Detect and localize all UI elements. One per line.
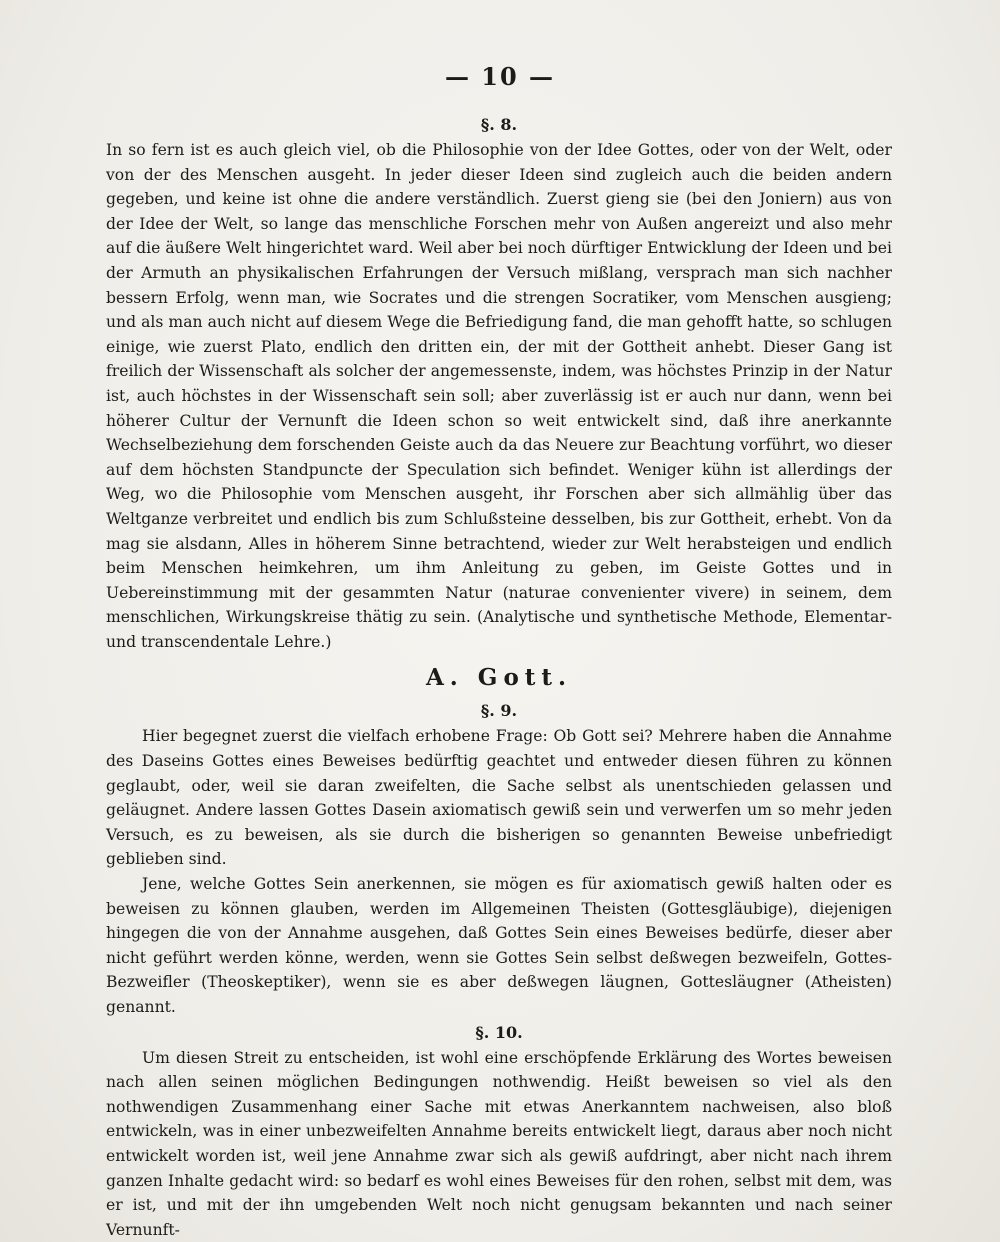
section-9: [106, 698, 892, 1019]
section-9-paragraph-2: Jene, welche Gottes Sein anerkennen, sie mögen es für axiomatisch gewiß halten oder es beweisen zu können glauben, werden im Allgemeinen Theisten (Gottesgläubige), diejenigen hingegen die von der Annahme ausgehen, daß Gottes Sein eines Beweises bedürfe, dieser aber nicht geführt werden könne, werden, wenn sie Gottes Sein selbst deßwegen bezweifeln, Gottes-Bezweifler (Theoskeptiker), wenn sie es aber deßwegen läugnen, Gottesläugner (Atheisten) genannt.: [106, 875, 892, 1016]
chapter-heading: A. Gott.: [425, 664, 573, 692]
section-10: [106, 1020, 892, 1242]
section-8-paragraph-1: In so fern ist es auch gleich viel, ob die Philosophie von der Idee Gottes, oder von der Welt, oder von der des Menschen ausgeht. In jeder dieser Ideen sind zugleich auch die beiden andern gegeben, und keine ist ohne die andere verständlich. Zuerst gieng sie (bei den Joniern) aus von der Idee der Welt, so lange das menschliche Forschen mehr von Außen angereizt und also mehr auf die äußere Welt hingerichtet ward. Weil aber bei noch dürftiger Entwicklung der Ideen und bei der Armuth an physikalischen Erfahrungen der Versuch mißlang, versprach man sich nachher bessern Erfolg, wenn man, wie Socrates und die strengen Socratiker, vom Menschen ausgieng; und als man auch nicht auf diesem Wege die Befriedigung fand, die man gehofft hatte, so schlugen einige, wie zuerst Plato, endlich den dritten ein, der mit der Gottheit anhebt. Dieser Gang ist freilich der Wissenschaft als solcher der angemessenste, indem, was höchstes Prinzip in der Natur ist, auch höchstes in der Wissenschaft sein soll; aber zuverlässig ist er auch nur dann, wenn bei höherer Cultur der Vernunft die Ideen schon so weit entwickelt sind, daß ihre anerkannte Wechselbeziehung dem forschenden Geiste auch da das Neuere zur Beachtung vorführt, wo dieser auf dem höchsten Standpuncte der Speculation sich befindet. Weniger kühn ist allerdings der Weg, wo die Philosophie vom Menschen ausgeht, ihr Forschen aber sich allmählig über das Weltganze verbreitet und endlich bis zum Schlußsteine desselben, bis zur Gottheit, erhebt. Von da mag sie alsdann, Alles in höherem Sinne betrachtend, wieder zur Welt herabsteigen und endlich beim Menschen heimkehren, um ihm Anleitung zu geben, im Geiste Gottes und in Uebereinstimmung mit der gesammten Natur (naturae convenienter vivere) in seinem, dem menschlichen, Wirkungskreise thätig zu sein. (Analytische und synthetische Methode, Elementar- und transcendentale Lehre.): [106, 141, 892, 651]
section-8: [106, 112, 892, 654]
page-number: — 10 —: [444, 62, 556, 91]
section-10-paragraph-1: Um diesen Streit zu entscheiden, ist wohl eine erschöpfende Erklärung des Wortes beweisen nach allen seinen möglichen Bedingungen nothwendig. Heißt beweisen so viel als den nothwendigen Zusammenhang einer Sache mit etwas Anerkanntem nachweisen, also bloß entwickeln, was in einer unbezweifelten Annahme bereits entwickelt liegt, daraus aber noch nicht entwickelt worden ist, weil jene Annahme zwar sich als gewiß aufdringt, aber nicht nach ihrem ganzen Inhalte gedacht wird: so bedarf es wohl eines Beweises für den rohen, selbst mit dem, was er ist, und mit der ihn umgebenden Welt noch nicht genugsam bekannten und nach seiner Vernunft-: [106, 1048, 892, 1239]
section-mark: §. 8.: [480, 115, 518, 134]
section-9-paragraph-1: Hier begegnet zuerst die vielfach erhobene Frage: Ob Gott sei? Mehrere haben die Annahme des Daseins Gottes eines Beweises bedürftig geachtet und entweder diesen führen zu können geglaubt, oder, weil sie daran zweifelten, die Sache selbst als unentschieden gelassen und geläugnet. Andere lassen Gottes Dasein axiomatisch gewiß sein und verwerfen um so mehr jeden Versuch, es zu beweisen, als sie durch die bisherigen so genannten Beweise unbefriedigt geblieben sind.: [106, 727, 892, 869]
page-body: [106, 112, 892, 1242]
section-mark: §. 9.: [480, 701, 518, 721]
section-mark: §. 10.: [475, 1022, 523, 1042]
